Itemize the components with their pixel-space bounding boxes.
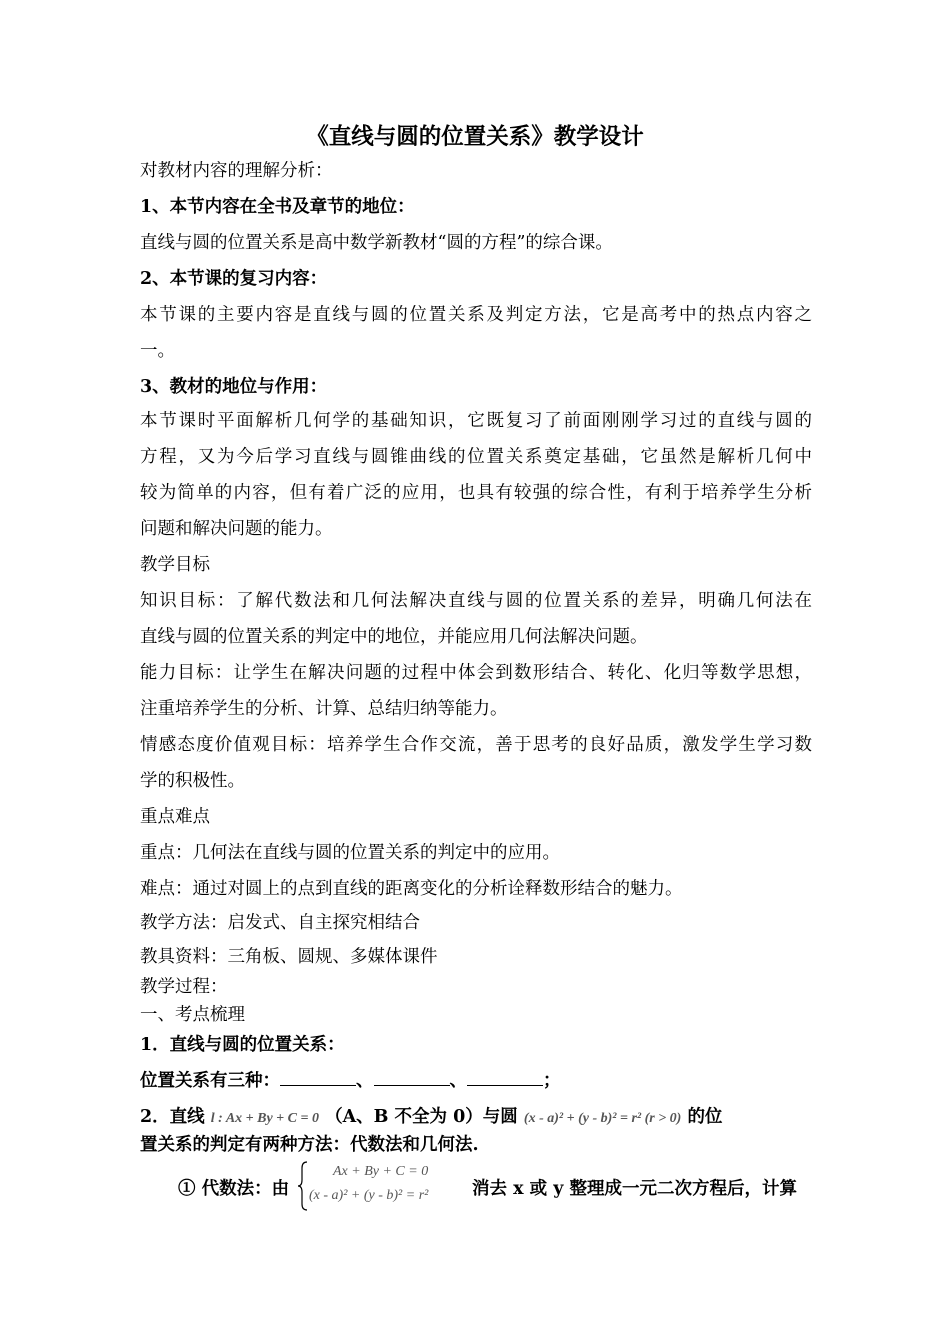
section-heading: 教学过程： (140, 977, 228, 997)
circle-equation: (x - a)² + (y - b)² = r² (r > 0) (523, 1111, 682, 1126)
system-equation-2: (x - a)² + (y - b)² = r² (309, 1188, 429, 1203)
paragraph-line: 重点：几何法在直线与圆的位置关系的判定中的应用。 (140, 843, 560, 863)
subheading: 2、本节课的复习内容： (140, 269, 328, 289)
section-heading: 重点难点 (140, 807, 210, 827)
section-heading: 教学目标 (140, 555, 210, 575)
section-heading: 对教材内容的理解分析： (140, 161, 333, 181)
position-relations-line (140, 1070, 812, 1092)
system-equation-1: Ax + By + C = 0 (333, 1164, 429, 1179)
item2-line (140, 1106, 812, 1130)
separator: 、 (356, 1071, 374, 1091)
section-heading: 一、考点梳理 (140, 1005, 245, 1025)
paragraph-line: 能力目标：让学生在解决问题的过程中体会到数形结合、转化、化归等数学思想， (140, 663, 812, 683)
position-prefix: 位置关系有三种： (140, 1071, 280, 1091)
subheading: 3、教材的地位与作用： (140, 377, 328, 397)
subheading: 1．直线与圆的位置关系： (140, 1035, 345, 1055)
paragraph-line: 教具资料：三角板、圆规、多媒体课件 (140, 947, 438, 967)
algebra-label: ① 代数法：由 (178, 1179, 290, 1199)
paragraph-line: 学的积极性。 (140, 771, 245, 791)
paragraph-line: 情感态度价值观目标：培养学生合作交流，善于思考的良好品质，激发学生学习数 (140, 735, 812, 755)
fill-blank[interactable] (280, 1071, 356, 1086)
paragraph-line: 本节课的主要内容是直线与圆的位置关系及判定方法，它是高考中的热点内容之 (140, 305, 812, 325)
line-end: ； (543, 1071, 561, 1091)
fill-blank[interactable] (374, 1071, 450, 1086)
subheading: 1、本节内容在全书及章节的地位： (140, 197, 415, 217)
ab-note: （A、B 不全为 0）与圆 (325, 1107, 518, 1127)
paragraph-line: 一。 (140, 341, 175, 361)
document-title: 《直线与圆的位置关系》教学设计 (306, 124, 644, 150)
paragraph-line: 难点：通过对圆上的点到直线的距离变化的分析诠释数形结合的魅力。 (140, 879, 683, 899)
algebra-after: 消去 x 或 y 整理成一元二次方程后，计算 (472, 1179, 797, 1199)
line-equation: l : Ax + By + C = 0 (210, 1111, 319, 1126)
item2-line2: 置关系的判定有两种方法：代数法和几何法. (140, 1135, 479, 1155)
paragraph-line: 教学方法：启发式、自主探究相结合 (140, 913, 420, 933)
paragraph-line: 较为简单的内容，但有着广泛的应用，也具有较强的综合性，有利于培养学生分析 (140, 483, 812, 503)
item2-tail: 的位 (687, 1107, 723, 1127)
item2-label: 2．直线 (140, 1107, 205, 1127)
paragraph-line: 直线与圆的位置关系是高中数学新教材“圆的方程”的综合课。 (140, 233, 613, 253)
paragraph-line: 方程，又为今后学习直线与圆锥曲线的位置关系奠定基础，它虽然是解析几何中 (140, 447, 812, 467)
paragraph-line: 知识目标：了解代数法和几何法解决直线与圆的位置关系的差异，明确几何法在 (140, 591, 812, 611)
paragraph-line: 本节课时平面解析几何学的基础知识，它既复习了前面刚刚学习过的直线与圆的 (140, 411, 812, 431)
paragraph-line: 问题和解决问题的能力。 (140, 519, 333, 539)
left-brace-icon (297, 1160, 309, 1212)
separator: 、 (449, 1071, 467, 1091)
paragraph-line: 直线与圆的位置关系的判定中的地位，并能应用几何法解决问题。 (140, 627, 648, 647)
paragraph-line: 注重培养学生的分析、计算、总结归纳等能力。 (140, 699, 508, 719)
fill-blank[interactable] (467, 1071, 543, 1086)
equation-system (297, 1160, 467, 1212)
